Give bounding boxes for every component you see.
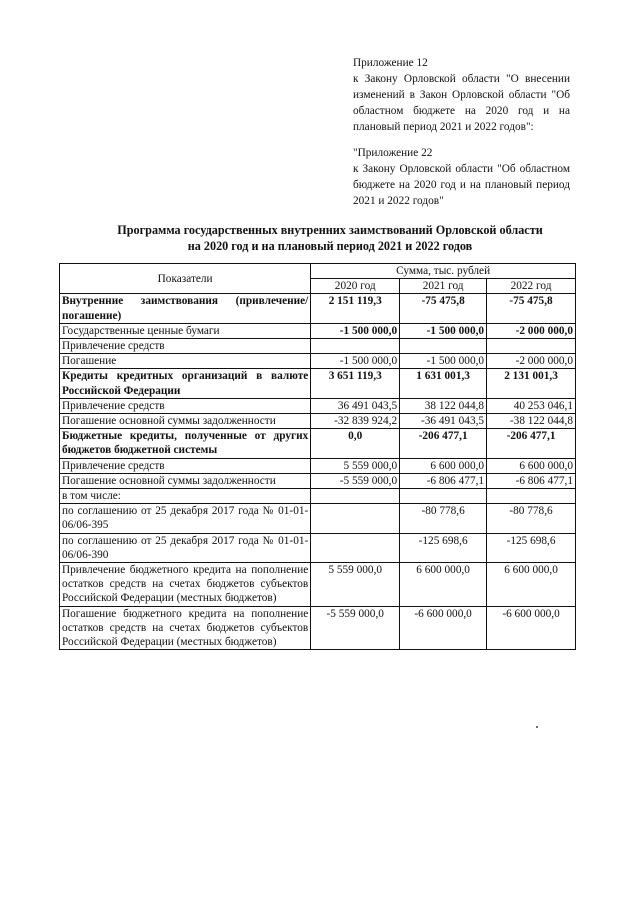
appendix-block	[353, 55, 570, 209]
row-label: Погашение основной суммы задолженности	[60, 414, 311, 429]
header-year: 2022 год	[487, 279, 576, 294]
cell-2021: -80 778,6	[400, 504, 487, 533]
table-row	[60, 489, 576, 504]
table-row	[60, 414, 576, 429]
cell-2021: 38 122 044,8	[400, 398, 487, 413]
cell-2020	[311, 504, 400, 533]
cell-2022: -80 778,6	[487, 504, 576, 533]
cell-2021: -125 698,6	[400, 533, 487, 562]
row-label: Кредиты кредитных организаций в валюте Российской Федерации	[60, 369, 311, 398]
cell-2020: -1 500 000,0	[311, 323, 400, 338]
cell-2021: 1 631 001,3	[400, 369, 487, 398]
table-row	[60, 606, 576, 650]
cell-2020: 3 651 119,3	[311, 369, 400, 398]
appendix-line: к Закону Орловской области "Об областном бюджете на 2020 год и на плановый период 2021 и 2022 годов"	[353, 163, 570, 207]
cell-2021: -36 491 043,5	[400, 414, 487, 429]
table-row	[60, 458, 576, 473]
row-label: Привлечение средств	[60, 339, 311, 354]
title-line-1: Программа государственных внутренних заимствований Орловской области	[117, 223, 543, 237]
row-label: Погашение бюджетного кредита на пополнение остатков средств на счетах бюджетов субъектов Российской Федерации (местных бюджетов)	[60, 606, 311, 650]
cell-2022	[487, 339, 576, 354]
cell-2020: -32 839 924,2	[311, 414, 400, 429]
cell-2022: -75 475,8	[487, 294, 576, 323]
row-label: Внутренние заимствования (привлечение/погашение)	[60, 294, 311, 323]
cell-2022: -6 806 477,1	[487, 473, 576, 488]
row-label: по соглашению от 25 декабря 2017 года № 01-01-06/06-395	[60, 504, 311, 533]
table-row	[60, 473, 576, 488]
header-year: 2020 год	[311, 279, 400, 294]
cell-2020: 36 491 043,5	[311, 398, 400, 413]
header-indicator: Показатели	[60, 264, 311, 294]
cell-2020: 5 559 000,0	[311, 458, 400, 473]
cell-2021: -6 600 000,0	[400, 606, 487, 650]
cell-2020	[311, 489, 400, 504]
scan-speck	[536, 726, 538, 728]
appendix-line: Приложение 12	[353, 57, 428, 69]
cell-2021: -75 475,8	[400, 294, 487, 323]
row-label: Бюджетные кредиты, полученные от других бюджетов бюджетной системы	[60, 429, 311, 458]
appendix-line: к Закону Орловской области "О внесении изменений в Закон Орловской области "Об областном бюджете на 2020 год и на плановый период 2021 и 2022 годов":	[353, 73, 570, 133]
table-row	[60, 339, 576, 354]
cell-2021: -6 806 477,1	[400, 473, 487, 488]
borrowing-table	[59, 263, 576, 650]
cell-2020: 5 559 000,0	[311, 563, 400, 607]
cell-2022: 6 600 000,0	[487, 563, 576, 607]
cell-2021: -1 500 000,0	[400, 323, 487, 338]
cell-2020: -5 559 000,0	[311, 473, 400, 488]
table-row	[60, 504, 576, 533]
cell-2022: 2 131 001,3	[487, 369, 576, 398]
cell-2022: 6 600 000,0	[487, 458, 576, 473]
table-row	[60, 533, 576, 562]
cell-2021: 6 600 000,0	[400, 458, 487, 473]
cell-2022: -38 122 044,8	[487, 414, 576, 429]
table-row	[60, 563, 576, 607]
cell-2022: -2 000 000,0	[487, 323, 576, 338]
cell-2021	[400, 489, 487, 504]
cell-2022: -206 477,1	[487, 429, 576, 458]
appendix-line: "Приложение 22	[353, 147, 433, 159]
cell-2022	[487, 489, 576, 504]
row-label: Государственные ценные бумаги	[60, 323, 311, 338]
table-row	[60, 294, 576, 323]
cell-2022: -6 600 000,0	[487, 606, 576, 650]
cell-2020: -1 500 000,0	[311, 354, 400, 369]
table-row	[60, 398, 576, 413]
row-label: Привлечение средств	[60, 458, 311, 473]
document-title	[80, 222, 580, 254]
cell-2021: -206 477,1	[400, 429, 487, 458]
table-row	[60, 369, 576, 398]
cell-2020: 2 151 119,3	[311, 294, 400, 323]
header-sum: Сумма, тыс. рублей	[311, 264, 576, 279]
cell-2020: -5 559 000,0	[311, 606, 400, 650]
header-year: 2021 год	[400, 279, 487, 294]
cell-2022: -125 698,6	[487, 533, 576, 562]
row-label: Привлечение бюджетного кредита на пополнение остатков средств на счетах бюджетов субъектов Российской Федерации (местных бюджетов)	[60, 563, 311, 607]
table-row	[60, 354, 576, 369]
cell-2021: 6 600 000,0	[400, 563, 487, 607]
cell-2021: -1 500 000,0	[400, 354, 487, 369]
table-row	[60, 323, 576, 338]
row-label: Погашение	[60, 354, 311, 369]
row-label: Привлечение средств	[60, 398, 311, 413]
header-row	[60, 264, 576, 279]
row-label: Погашение основной суммы задолженности	[60, 473, 311, 488]
row-label: в том числе:	[60, 489, 311, 504]
row-label: по соглашению от 25 декабря 2017 года № 01-01-06/06-390	[60, 533, 311, 562]
cell-2022: -2 000 000,0	[487, 354, 576, 369]
table-row	[60, 429, 576, 458]
cell-2020	[311, 339, 400, 354]
title-line-2: на 2020 год и на плановый период 2021 и 2022 годов	[187, 239, 473, 253]
cell-2020	[311, 533, 400, 562]
cell-2022: 40 253 046,1	[487, 398, 576, 413]
cell-2021	[400, 339, 487, 354]
cell-2020: 0,0	[311, 429, 400, 458]
